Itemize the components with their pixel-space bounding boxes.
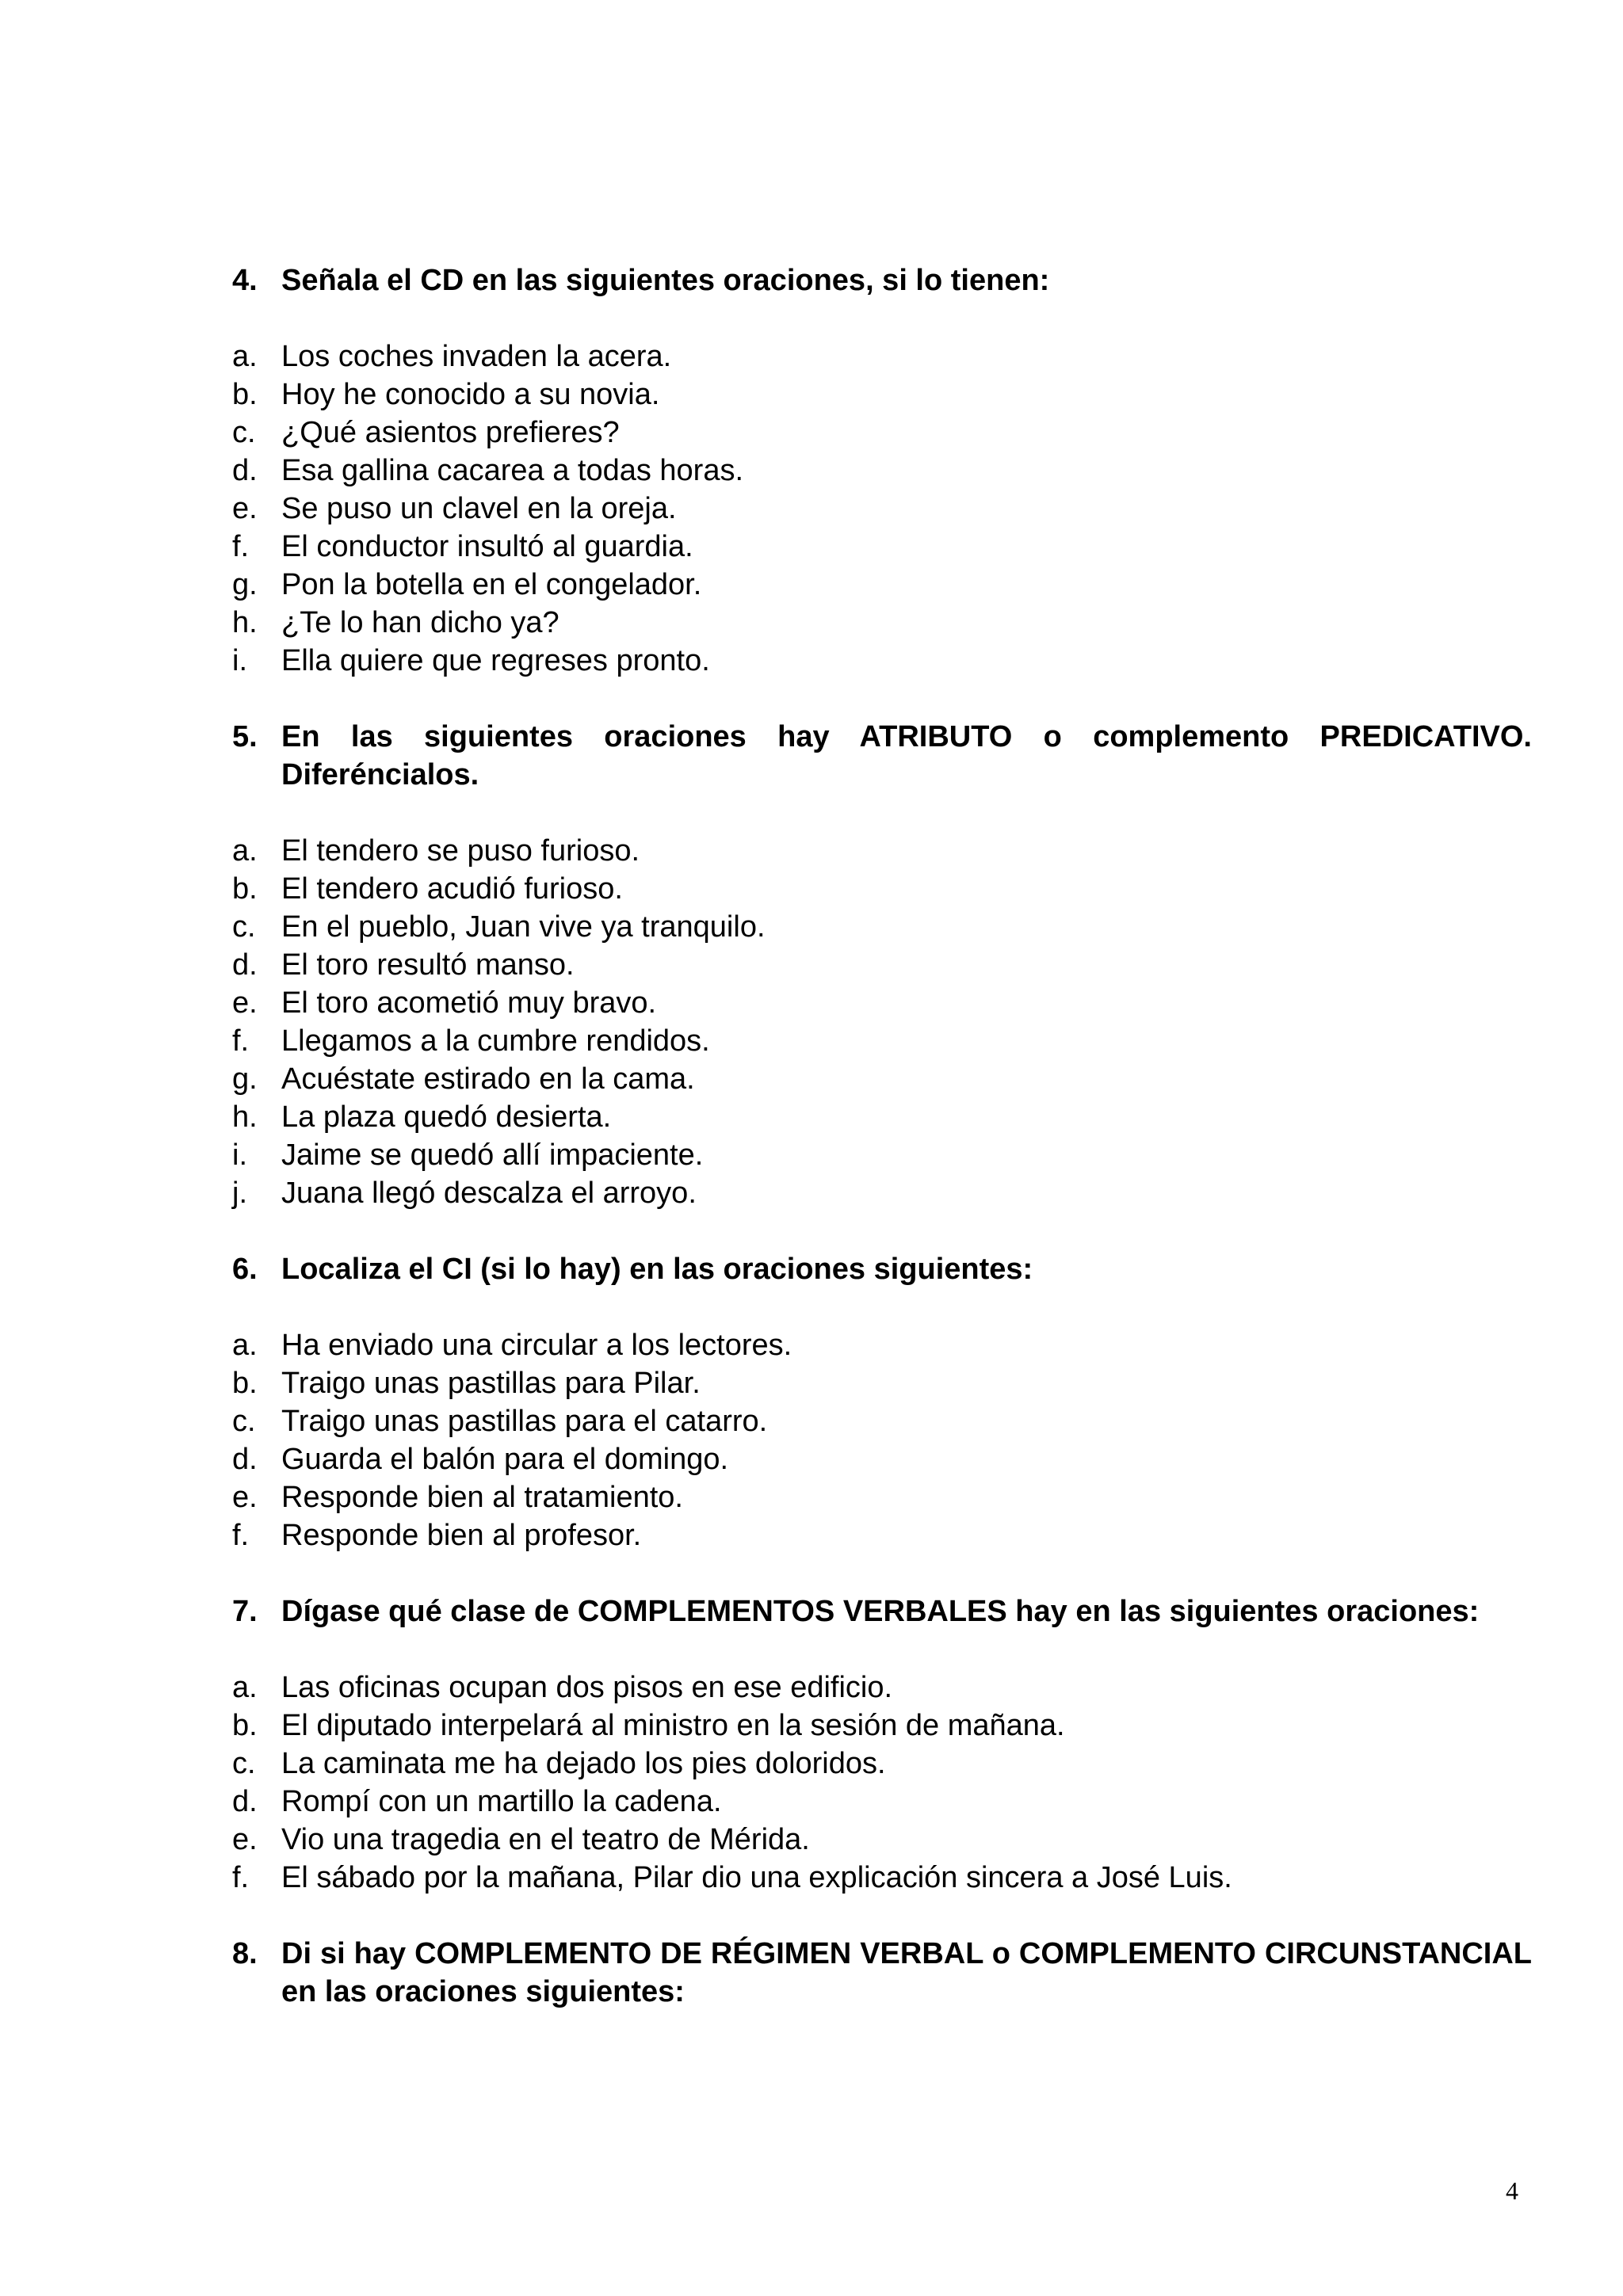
exercise-heading: [232, 261, 1532, 299]
item-letter: e.: [232, 986, 258, 1020]
list-item: [232, 1516, 1532, 1554]
list-item: [232, 1098, 1532, 1136]
list-item: [232, 832, 1532, 870]
item-sentence: El conductor insultó al guardia.: [281, 530, 693, 563]
item-letter: f.: [232, 1024, 250, 1058]
list-item: [232, 870, 1532, 908]
exercise-7: [232, 1592, 1532, 1897]
list-item: [232, 1821, 1532, 1859]
item-letter: h.: [232, 606, 258, 639]
list-item: [232, 338, 1532, 376]
exercise-8: [232, 1935, 1532, 2011]
sentence-list: [232, 1326, 1532, 1554]
exercise-number: 8.: [232, 1937, 258, 1970]
item-letter: c.: [232, 1405, 256, 1438]
item-letter: c.: [232, 910, 256, 944]
item-sentence: El toro acometió muy bravo.: [281, 986, 657, 1020]
exercise-number: 7.: [232, 1595, 258, 1628]
item-letter: g.: [232, 1062, 258, 1096]
item-sentence: En el pueblo, Juan vive ya tranquilo.: [281, 910, 766, 944]
item-letter: b.: [232, 872, 258, 906]
list-item: [232, 1364, 1532, 1402]
exercise-4: [232, 261, 1532, 680]
list-item: [232, 1402, 1532, 1440]
list-item: [232, 1745, 1532, 1783]
list-item: [232, 1707, 1532, 1745]
item-letter: b.: [232, 1367, 258, 1400]
sentence-list: [232, 1669, 1532, 1897]
exercise-title: Señala el CD en las siguientes oraciones, si lo tienen:: [281, 264, 1050, 297]
list-item: [232, 1022, 1532, 1060]
item-letter: d.: [232, 454, 258, 487]
item-letter: c.: [232, 416, 256, 449]
list-item: [232, 1859, 1532, 1897]
item-sentence: El diputado interpelará al ministro en la sesión de mañana.: [281, 1709, 1065, 1742]
item-letter: d.: [232, 1785, 258, 1818]
item-sentence: El toro resultó manso.: [281, 948, 575, 982]
item-sentence: Llegamos a la cumbre rendidos.: [281, 1024, 710, 1058]
list-item: [232, 1440, 1532, 1478]
list-item: [232, 1060, 1532, 1098]
item-sentence: Juana llegó descalza el arroyo.: [281, 1177, 697, 1210]
exercise-number: 6.: [232, 1253, 258, 1286]
item-sentence: Hoy he conocido a su novia.: [281, 378, 660, 411]
item-letter: i.: [232, 1138, 247, 1172]
item-letter: e.: [232, 1481, 258, 1514]
exercise-title: En las siguientes oraciones hay ATRIBUTO o complemento PREDICATIVO. Diferéncialos.: [281, 720, 1532, 791]
item-sentence: La plaza quedó desierta.: [281, 1100, 612, 1134]
item-letter: f.: [232, 530, 250, 563]
list-item: [232, 1783, 1532, 1821]
item-sentence: Responde bien al profesor.: [281, 1519, 642, 1552]
list-item: [232, 414, 1532, 452]
list-item: [232, 566, 1532, 604]
list-item: [232, 604, 1532, 642]
item-letter: i.: [232, 644, 247, 677]
item-letter: b.: [232, 378, 258, 411]
item-letter: a.: [232, 1329, 258, 1362]
exercise-heading: [232, 1935, 1532, 2011]
list-item: [232, 490, 1532, 528]
exercise-heading: [232, 718, 1532, 794]
item-letter: f.: [232, 1861, 250, 1894]
item-sentence: El tendero se puso furioso.: [281, 834, 640, 868]
item-letter: e.: [232, 492, 258, 525]
item-letter: d.: [232, 1443, 258, 1476]
item-letter: h.: [232, 1100, 258, 1134]
item-letter: a.: [232, 1671, 258, 1704]
item-sentence: El tendero acudió furioso.: [281, 872, 623, 906]
exercise-heading: [232, 1592, 1532, 1630]
list-item: [232, 984, 1532, 1022]
item-sentence: Las oficinas ocupan dos pisos en ese edificio.: [281, 1671, 893, 1704]
item-letter: j.: [232, 1177, 247, 1210]
list-item: [232, 1174, 1532, 1212]
item-letter: a.: [232, 834, 258, 868]
item-sentence: Jaime se quedó allí impaciente.: [281, 1138, 704, 1172]
list-item: [232, 1136, 1532, 1174]
item-letter: e.: [232, 1823, 258, 1856]
exercise-number: 4.: [232, 264, 258, 297]
exercise-heading: [232, 1250, 1532, 1288]
item-sentence: El sábado por la mañana, Pilar dio una explicación sincera a José Luis.: [281, 1861, 1232, 1894]
item-letter: b.: [232, 1709, 258, 1742]
item-sentence: Rompí con un martillo la cadena.: [281, 1785, 722, 1818]
item-sentence: ¿Qué asientos prefieres?: [281, 416, 620, 449]
list-item: [232, 946, 1532, 984]
list-item: [232, 1669, 1532, 1707]
list-item: [232, 528, 1532, 566]
item-sentence: Pon la botella en el congelador.: [281, 568, 702, 601]
list-item: [232, 1326, 1532, 1364]
item-sentence: Guarda el balón para el domingo.: [281, 1443, 729, 1476]
exercise-number: 5.: [232, 720, 258, 753]
exercise-list: [232, 261, 1532, 2011]
sentence-list: [232, 338, 1532, 680]
item-sentence: ¿Te lo han dicho ya?: [281, 606, 559, 639]
item-letter: c.: [232, 1747, 256, 1780]
exercise-title: Di si hay COMPLEMENTO DE RÉGIMEN VERBAL o COMPLEMENTO CIRCUNSTANCIAL en las oraciones siguientes:: [281, 1937, 1532, 2008]
exercise-title: Localiza el CI (si lo hay) en las oraciones siguientes:: [281, 1253, 1033, 1286]
item-letter: g.: [232, 568, 258, 601]
page-number: 4: [1506, 2176, 1518, 2205]
list-item: [232, 452, 1532, 490]
item-sentence: Los coches invaden la acera.: [281, 340, 672, 373]
item-sentence: Ha enviado una circular a los lectores.: [281, 1329, 792, 1362]
item-sentence: La caminata me ha dejado los pies doloridos.: [281, 1747, 886, 1780]
item-sentence: Se puso un clavel en la oreja.: [281, 492, 677, 525]
item-sentence: Traigo unas pastillas para el catarro.: [281, 1405, 768, 1438]
list-item: [232, 908, 1532, 946]
item-sentence: Responde bien al tratamiento.: [281, 1481, 683, 1514]
item-sentence: Vio una tragedia en el teatro de Mérida.: [281, 1823, 810, 1856]
item-letter: f.: [232, 1519, 250, 1552]
item-sentence: Esa gallina cacarea a todas horas.: [281, 454, 744, 487]
exercise-6: [232, 1250, 1532, 1554]
exercise-5: [232, 718, 1532, 1212]
item-sentence: Acuéstate estirado en la cama.: [281, 1062, 695, 1096]
item-sentence: Ella quiere que regreses pronto.: [281, 644, 710, 677]
item-sentence: Traigo unas pastillas para Pilar.: [281, 1367, 701, 1400]
item-letter: d.: [232, 948, 258, 982]
list-item: [232, 1478, 1532, 1516]
item-letter: a.: [232, 340, 258, 373]
list-item: [232, 642, 1532, 680]
sentence-list: [232, 832, 1532, 1212]
list-item: [232, 376, 1532, 414]
exercise-title: Dígase qué clase de COMPLEMENTOS VERBALES hay en las siguientes oraciones:: [281, 1595, 1480, 1628]
